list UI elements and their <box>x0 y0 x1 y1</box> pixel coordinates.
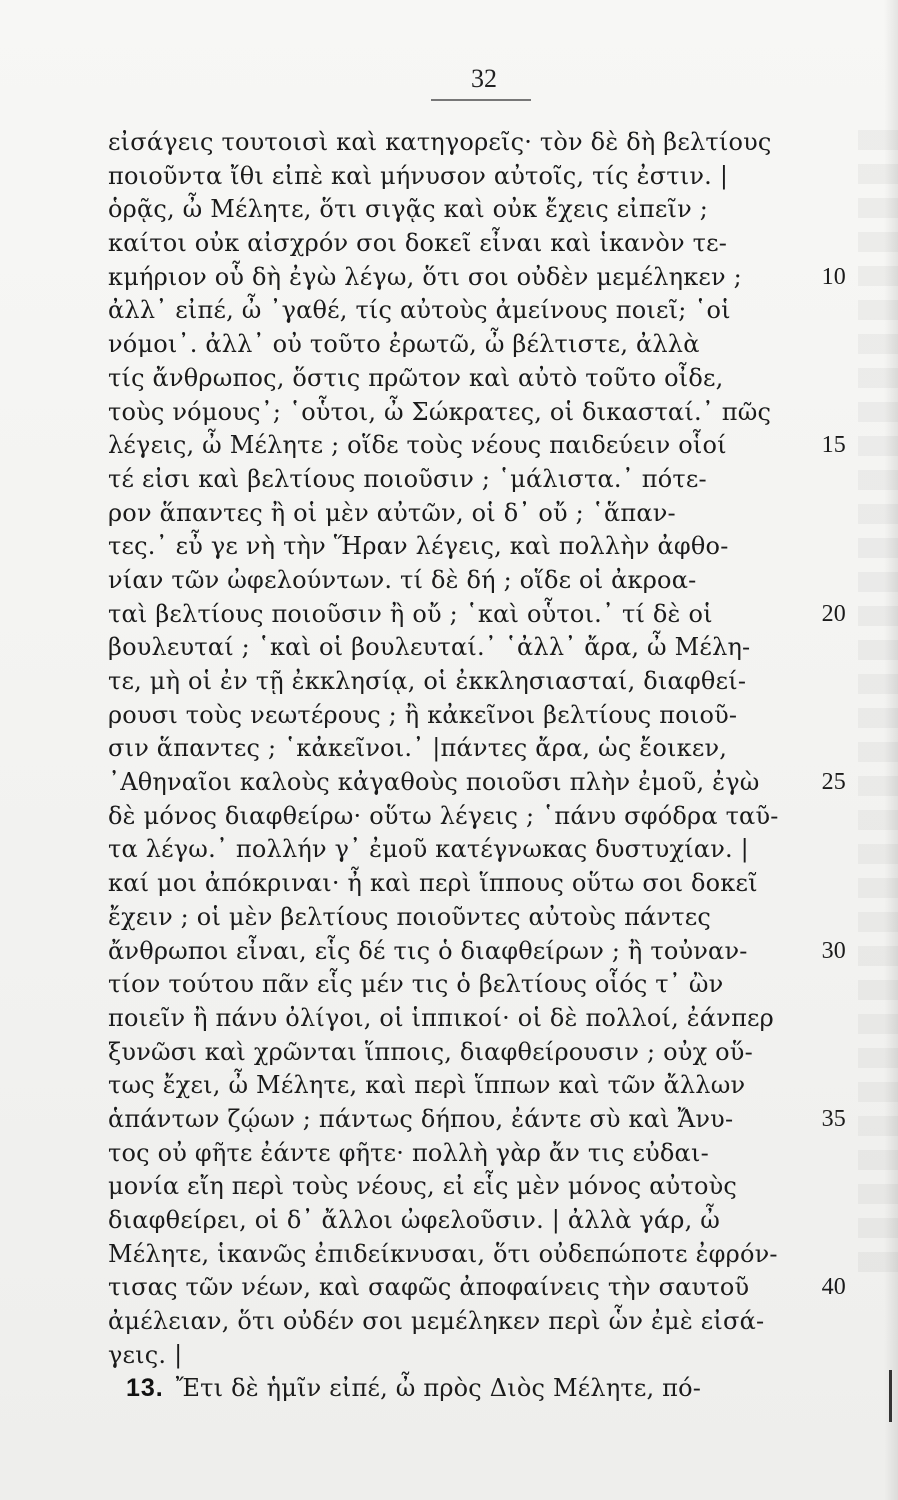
text-line <box>108 1036 846 1070</box>
line-number: 10 <box>821 263 846 290</box>
line-text: τος οὐ φῆτε ἐάντε φῆτε· πολλὴ γὰρ ἄν τις εὐδαι- <box>108 1138 709 1167</box>
line-text: νίαν τῶν ὠφελούντων. τί δὲ δή ; οἵδε οἱ ἀκροα- <box>108 565 697 594</box>
line-text: ρουσι τοὺς νεωτέρους ; ἢ κἀκεῖνοι βελτίους ποιοῦ- <box>108 700 738 729</box>
text-line <box>108 598 846 632</box>
line-text: καίτοι οὐκ αἰσχρόν σοι δοκεῖ εἶναι καὶ ἱκανὸν τε- <box>108 229 728 258</box>
line-text: τίον τούτου πᾶν εἷς μέν τις ὁ βελτίους οἷός τ᾽ ὢν <box>108 970 724 999</box>
line-text: κμήριον οὗ δὴ ἐγὼ λέγω, ὅτι σοι οὐδὲν μεμέληκεν ; <box>108 262 742 291</box>
line-text: Μέλητε, ἱκανῶς ἐπιδείκνυσαι, ὅτι οὐδεπώποτε ἐφρόν- <box>108 1239 778 1268</box>
line-text: τα λέγω.᾽ πολλήν γ᾽ ἐμοῦ κατέγνωκας δυστυχίαν. | <box>108 835 749 864</box>
line-text: ἁπάντων ζῴων ; πάντως δήπου, ἐάντε σὺ καὶ Ἄνυ- <box>108 1104 734 1133</box>
line-text: ἀμέλειαν, ὅτι οὐδέν σοι μεμέληκεν περὶ ὧν ἐμὲ εἰσά- <box>108 1307 765 1336</box>
line-text: τισας τῶν νέων, καὶ σαφῶς ἀποφαίνεις τὴν σαυτοῦ <box>108 1273 750 1302</box>
text-line <box>108 1002 846 1036</box>
text-line <box>108 463 846 497</box>
text-line <box>108 126 846 160</box>
line-text: νόμοι᾽. ἀλλ᾽ οὐ τοῦτο ἐρωτῶ, ὦ βέλτιστε, ἀλλὰ <box>108 330 700 359</box>
text-line <box>108 901 846 935</box>
page-number-rule <box>431 99 531 101</box>
line-number: 15 <box>821 432 846 459</box>
line-text: δὲ μόνος διαφθείρω· οὕτω λέγεις ; ῾πάνυ σφόδρα ταῦ- <box>108 801 779 830</box>
line-text: τες.᾽ εὖ γε νὴ τὴν Ἥραν λέγεις, καὶ πολλὴν ἀφθο- <box>108 532 729 561</box>
text-line <box>108 665 846 699</box>
line-text: τίς ἄνθρωπος, ὅστις πρῶτον καὶ αὐτὸ τοῦτο οἶδε, <box>108 363 724 392</box>
edge-mark <box>889 1370 892 1422</box>
text-line <box>108 328 846 362</box>
text-line <box>108 766 846 800</box>
text-line <box>108 497 846 531</box>
text-line <box>108 362 846 396</box>
line-text: διαφθείρει, οἱ δ᾽ ἄλλοι ὠφελοῦσιν. | ἀλλὰ γάρ, ὦ <box>108 1206 721 1234</box>
line-text: ρον ἅπαντες ἢ οἱ μὲν αὐτῶν, οἱ δ᾽ οὔ ; ῾ἅπαν- <box>108 498 676 527</box>
text-line <box>108 867 846 901</box>
line-text: ᾽Αθηναῖοι καλοὺς κἀγαθοὺς ποιοῦσι πλὴν ἐμοῦ, ἐγὼ <box>108 768 760 797</box>
text-line <box>108 1238 846 1272</box>
text-line <box>108 1339 846 1373</box>
text-line <box>108 1305 846 1339</box>
text-line <box>108 396 846 430</box>
line-text: ποιοῦντα ἴθι εἰπὲ καὶ μήνυσον αὐτοῖς, τίς ἐστιν. | <box>108 161 729 190</box>
text-line <box>108 564 846 598</box>
line-text: καί μοι ἀπόκριναι· ἦ καὶ περὶ ἵππους οὕτω σοι δοκεῖ <box>108 869 758 898</box>
line-text: τως ἔχει, ὦ Μέλητε, καὶ περὶ ἵππων καὶ τῶν ἄλλων <box>108 1071 746 1100</box>
section-text-wrap <box>126 1372 701 1406</box>
text-line <box>108 227 846 261</box>
text-line <box>108 1069 846 1103</box>
line-text: ταὶ βελτίους ποιοῦσιν ἢ οὔ ; ῾καὶ οὗτοι.᾽ τί δὲ οἱ <box>108 599 713 628</box>
line-text: ἀλλ᾽ εἰπέ, ὦ ᾽γαθέ, τίς αὐτοὺς ἀμείνους ποιεῖ; ῾οἱ <box>108 296 731 325</box>
line-text: βουλευταί ; ῾καὶ οἱ βουλευταί.᾽ ῾ἀλλ᾽ ἄρα, ὦ Μέλη- <box>108 633 751 662</box>
text-line <box>108 1170 846 1204</box>
text-line <box>108 160 846 194</box>
line-text: τέ εἰσι καὶ βελτίους ποιοῦσιν ; ῾μάλιστα.᾽ πότε- <box>108 464 707 493</box>
text-line <box>108 429 846 463</box>
page-number: 32 <box>471 64 497 93</box>
section-text: Ἔτι δὲ ἡμῖν εἰπέ, ὦ πρὸς Διὸς Μέλητε, πό- <box>175 1374 702 1403</box>
main-text-block <box>108 126 846 1406</box>
line-text: σιν ἅπαντες ; ῾κἀκεῖνοι.᾽ |πάντες ἄρα, ὡς ἔοικεν, <box>108 734 728 763</box>
line-number: 35 <box>821 1105 846 1132</box>
line-text: γεις. | <box>108 1340 183 1369</box>
line-text: λέγεις, ὦ Μέλητε ; οἵδε τοὺς νέους παιδεύειν οἷοί <box>108 431 727 460</box>
line-number: 40 <box>821 1274 846 1301</box>
line-text: ὁρᾷς, ὦ Μέλητε, ὅτι σιγᾷς καὶ οὐκ ἔχεις εἰπεῖν ; <box>108 195 709 224</box>
text-line <box>108 1137 846 1171</box>
line-text: τοὺς νόμους᾽; ῾οὗτοι, ὦ Σώκρατες, οἱ δικασταί.᾽ πῶς <box>108 397 772 426</box>
text-line <box>108 1103 846 1137</box>
text-line <box>108 732 846 766</box>
text-line <box>108 261 846 295</box>
text-line <box>108 935 846 969</box>
page-edge-shadow <box>884 0 898 1500</box>
line-number: 20 <box>821 600 846 627</box>
line-number: 25 <box>821 769 846 796</box>
section-line <box>126 1372 846 1406</box>
text-line <box>108 294 846 328</box>
text-line <box>108 1271 846 1305</box>
text-line <box>108 1204 846 1238</box>
line-text: ἔχειν ; οἱ μὲν βελτίους ποιοῦντες αὐτοὺς πάντες <box>108 902 712 931</box>
text-line <box>108 833 846 867</box>
line-text: ξυνῶσι καὶ χρῶνται ἵπποις, διαφθείρουσιν ; οὐχ οὕ- <box>108 1037 753 1066</box>
line-number: 30 <box>821 937 846 964</box>
section-marker: 13. <box>126 1374 164 1403</box>
line-text: εἰσάγεις τουτοισὶ καὶ κατηγορεῖς· τὸν δὲ δὴ βελτίους <box>108 128 772 156</box>
line-text: μονία εἴη περὶ τοὺς νέους, εἰ εἷς μὲν μόνος αὐτοὺς <box>108 1172 738 1201</box>
line-text: τε, μὴ οἱ ἐν τῇ ἐκκλησίᾳ, οἱ ἐκκλησιασταί, διαφθεί- <box>108 667 747 695</box>
text-line <box>108 530 846 564</box>
text-line <box>108 699 846 733</box>
text-line <box>108 968 846 1002</box>
text-line <box>108 193 846 227</box>
text-line <box>108 800 846 834</box>
line-text: ἄνθρωποι εἶναι, εἷς δέ τις ὁ διαφθείρων ; ἢ τοὐναν- <box>108 936 748 965</box>
text-line <box>108 631 846 665</box>
line-text: ποιεῖν ἢ πάνυ ὀλίγοι, οἱ ἱππικοί· οἱ δὲ πολλοί, ἐάνπερ <box>108 1003 774 1032</box>
